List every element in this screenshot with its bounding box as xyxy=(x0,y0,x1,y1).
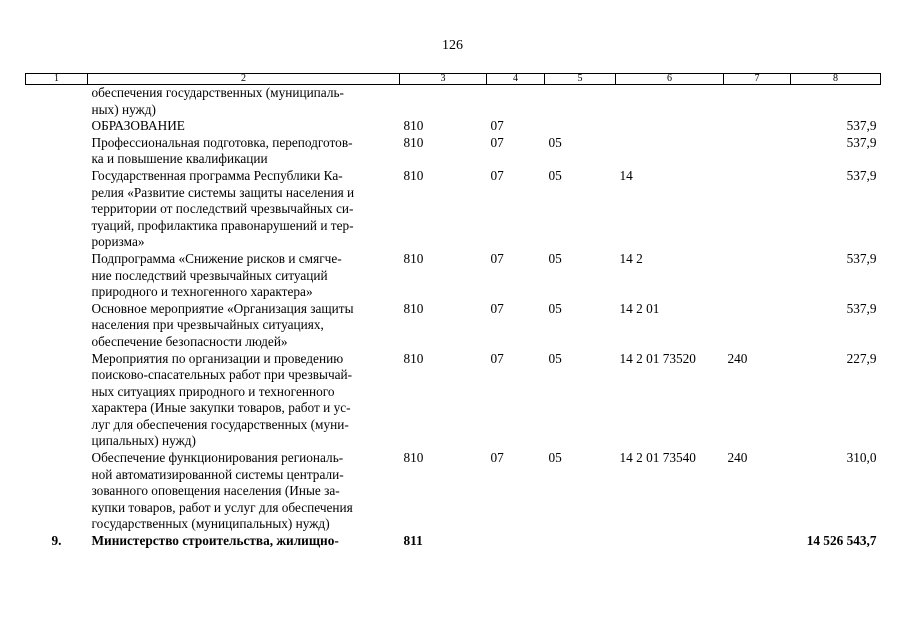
col-6-value: 14 2 xyxy=(619,250,643,266)
col-8-value: 537,9 xyxy=(846,300,877,316)
row-name: Основное мероприятие «Организация защиты населения при чрезвычайных ситуациях, обеспечение безопасности людей» xyxy=(91,300,354,349)
col-6-value: 14 xyxy=(619,167,633,183)
column-number: 2 xyxy=(88,74,400,85)
table-row xyxy=(26,351,881,451)
col-4-value xyxy=(487,533,545,550)
column-number: 4 xyxy=(487,74,545,85)
column-number-row xyxy=(26,74,881,85)
col-7-value xyxy=(724,168,791,251)
row-name: обеспечения государственных (муниципаль- ных) нужд) xyxy=(91,85,344,117)
table-row xyxy=(26,168,881,251)
col-7-value: 240 xyxy=(727,350,748,366)
col-8-value: 537,9 xyxy=(846,134,877,150)
row-name: Министерство строительства, жилищно- xyxy=(91,533,339,549)
table-row xyxy=(26,301,881,351)
budget-table xyxy=(25,73,881,550)
row-number: 9. xyxy=(51,533,62,549)
table-row xyxy=(26,85,881,119)
column-number: 5 xyxy=(545,74,616,85)
col-3-value: 810 xyxy=(403,250,424,266)
col-7-value xyxy=(724,135,791,168)
col-3-value xyxy=(400,85,487,119)
col-3-value: 810 xyxy=(403,118,424,134)
row-name: Профессиональная подготовка, переподготов- ка и повышение квалификации xyxy=(91,134,353,167)
col-7-value xyxy=(724,118,791,135)
row-number xyxy=(26,135,88,168)
table-row xyxy=(26,450,881,533)
col-7-value xyxy=(724,533,791,550)
col-8-value: 14 526 543,7 xyxy=(806,533,877,549)
col-6-value xyxy=(616,533,724,550)
col-3-value: 810 xyxy=(403,300,424,316)
col-5-value xyxy=(545,118,616,135)
row-name: Мероприятия по организации и проведению поисково-спасательных работ при чрезвычай- ных ситуациях природного и техногенного характера (Иные закупки товаров, работ и ус- луг для обеспечения государственных (муни- ципальных) нужд) xyxy=(91,350,353,449)
col-4-value: 07 xyxy=(490,118,504,134)
col-8-value: 537,9 xyxy=(846,250,877,266)
column-number: 3 xyxy=(400,74,487,85)
row-number xyxy=(26,301,88,351)
col-5-value xyxy=(545,85,616,119)
col-8-value xyxy=(791,85,881,119)
col-6-value: 14 2 01 xyxy=(619,300,660,316)
table-row xyxy=(26,118,881,135)
table-row xyxy=(26,533,881,550)
page-number: 126 xyxy=(442,38,463,53)
col-6-value: 14 2 01 73540 xyxy=(619,450,696,466)
row-number xyxy=(26,118,88,135)
col-8-value: 310,0 xyxy=(846,450,877,466)
col-3-value: 810 xyxy=(403,350,424,366)
col-5-value xyxy=(545,533,616,550)
col-4-value: 07 xyxy=(490,450,504,466)
col-5-value: 05 xyxy=(548,450,562,466)
row-name: ОБРАЗОВАНИЕ xyxy=(91,118,185,134)
col-6-value xyxy=(616,85,724,119)
row-name: Обеспечение функционирования региональ- ной автоматизированной системы централи- зованного оповещения населения (Иные за- купки товаров, работ и услуг для обеспечения государственных (муниципальных) нужд) xyxy=(91,450,353,532)
col-5-value: 05 xyxy=(548,350,562,366)
col-3-value: 810 xyxy=(403,450,424,466)
col-4-value: 07 xyxy=(490,350,504,366)
col-5-value: 05 xyxy=(548,167,562,183)
row-number xyxy=(26,351,88,451)
col-6-value xyxy=(616,135,724,168)
column-number: 8 xyxy=(791,74,881,85)
col-7-value: 240 xyxy=(727,450,748,466)
col-7-value xyxy=(724,85,791,119)
col-4-value: 07 xyxy=(490,167,504,183)
col-5-value: 05 xyxy=(548,134,562,150)
col-3-value: 810 xyxy=(403,134,424,150)
col-6-value xyxy=(616,118,724,135)
col-7-value xyxy=(724,251,791,301)
col-5-value: 05 xyxy=(548,300,562,316)
row-name: Государственная программа Республики Ка- релия «Развитие системы защиты населения и территории от последствий чрезвычайных си- туаций, профилактика правонарушений и тер- роризма» xyxy=(91,167,355,250)
col-3-value: 811 xyxy=(403,533,423,549)
col-7-value xyxy=(724,301,791,351)
col-8-value: 537,9 xyxy=(846,167,877,183)
row-number xyxy=(26,450,88,533)
col-3-value: 810 xyxy=(403,167,424,183)
col-4-value xyxy=(487,85,545,119)
row-name: Подпрограмма «Снижение рисков и смягче- ние последствий чрезвычайных ситуаций природного и техногенного характера» xyxy=(91,250,342,300)
row-number xyxy=(26,168,88,251)
col-6-value: 14 2 01 73520 xyxy=(619,350,696,366)
col-5-value: 05 xyxy=(548,250,562,266)
row-number xyxy=(26,251,88,301)
col-8-value: 227,9 xyxy=(846,350,877,366)
row-number xyxy=(26,85,88,119)
col-4-value: 07 xyxy=(490,300,504,316)
table-row xyxy=(26,251,881,301)
column-number: 7 xyxy=(724,74,791,85)
table-row xyxy=(26,135,881,168)
col-4-value: 07 xyxy=(490,250,504,266)
column-number: 6 xyxy=(616,74,724,85)
column-number: 1 xyxy=(26,74,88,85)
col-4-value: 07 xyxy=(490,134,504,150)
col-8-value: 537,9 xyxy=(846,118,877,134)
